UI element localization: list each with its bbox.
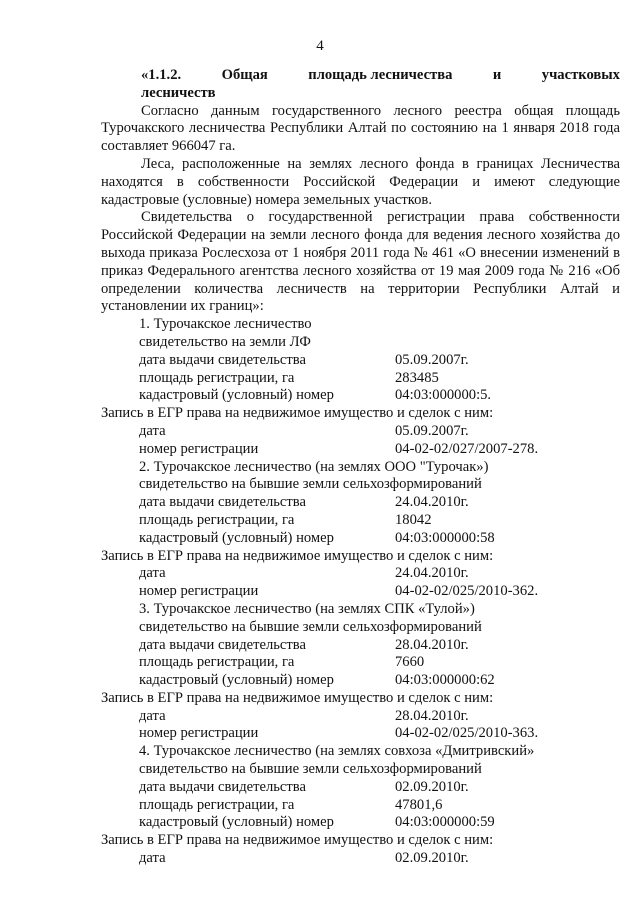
record-cadastral-row: кадастровый (условный) номер 04:03:000000:5.: [139, 387, 492, 404]
record-area-row: площадь регистрации, га 47801,6: [139, 796, 443, 813]
record-title: 1. Турочакское лесничество: [139, 316, 312, 333]
heading-word: Общая: [221, 67, 268, 83]
egr-date-row: дата 28.04.2010г.: [139, 707, 469, 724]
record-title: 3. Турочакское лесничество (на землях СПК «Тулой»): [139, 600, 475, 617]
record-issue-row: дата выдачи свидетельства 24.04.2010г.: [139, 494, 469, 511]
record-issue-row: дата выдачи свидетельства 02.09.2010г.: [139, 778, 469, 795]
record-subtitle: свидетельство на земли ЛФ: [139, 333, 311, 350]
record-issue-row: дата выдачи свидетельства 05.09.2007г.: [139, 351, 469, 368]
record-area-row: площадь регистрации, га 7660: [139, 654, 425, 671]
egr-heading: Запись в ЕГР права на недвижимое имущество и сделок с ним:: [101, 547, 494, 564]
record-cadastral-row: кадастровый (условный) номер 04:03:000000:62: [139, 672, 495, 689]
record-cadastral-row: кадастровый (условный) номер 04:03:000000:58: [139, 529, 495, 546]
egr-heading: Запись в ЕГР права на недвижимое имущество и сделок с ним:: [101, 832, 494, 849]
heading-line: [101, 67, 620, 85]
heading-word: «1.1.2.: [141, 67, 182, 83]
egr-heading: Запись в ЕГР права на недвижимое имущество и сделок с ним:: [101, 689, 494, 706]
record-title: 4. Турочакское лесничество (на землях совхоза «Дмитривский»: [139, 743, 535, 760]
record-cadastral-row: кадастровый (условный) номер 04:03:000000:59: [139, 814, 495, 831]
record-subtitle: свидетельство на бывшие земли сельхозформирований: [139, 476, 482, 493]
heading-word: площадь лесничества: [308, 67, 453, 83]
paragraph: Свидетельства о государственной регистрации права собственности Российской Федерации на земли лесного фонда для ведения лесного хозяйства до выхода приказа Рослесхоза от 1 ноября 2011 года № 461 «О внесении изменений в приказ Федерального агентства лесного хозяйства от 19 мая 2009 года № 216 «Об определении количества лесничеств на территории Республики Алтай и установлении их границ»:: [101, 209, 620, 315]
paragraph: Леса, расположенные на землях лесного фонда в границах Лесничества находятся в собственности Российской Федерации и имеют следующие кадастровые (условные) номера земельных участков.: [101, 155, 620, 208]
document-body: [101, 67, 620, 868]
heading-line: лесничеств: [141, 84, 216, 101]
egr-reg-row: номер регистрации 04-02-02/025/2010-363.: [139, 725, 539, 742]
egr-heading: Запись в ЕГР права на недвижимое имущество и сделок с ним:: [101, 405, 494, 422]
heading-word: участковых: [541, 67, 620, 83]
page-number: 4: [316, 38, 324, 54]
record-title: 2. Турочакское лесничество (на землях ООО "Турочак»): [139, 458, 489, 475]
section-heading: [101, 67, 620, 103]
record-subtitle: свидетельство на бывшие земли сельхозформирований: [139, 761, 482, 778]
egr-date-row: дата 02.09.2010г.: [139, 850, 469, 867]
record-issue-row: дата выдачи свидетельства 28.04.2010г.: [139, 636, 469, 653]
record-area-row: площадь регистрации, га 18042: [139, 511, 432, 528]
egr-reg-row: номер регистрации 04-02-02/025/2010-362.: [139, 583, 539, 600]
egr-date-row: дата 24.04.2010г.: [139, 565, 469, 582]
paragraph: Согласно данным государственного лесного реестра общая площадь Турочакского лесничества Республики Алтай по состоянию на 1 января 2018 года составляет 966047 га.: [101, 102, 620, 155]
egr-date-row: дата 05.09.2007г.: [139, 422, 469, 439]
egr-reg-row: номер регистрации 04-02-02/027/2007-278.: [139, 440, 539, 457]
record-subtitle: свидетельство на бывшие земли сельхозформирований: [139, 618, 482, 635]
record-area-row: площадь регистрации, га 283485: [139, 369, 439, 386]
heading-word: и: [492, 67, 502, 83]
